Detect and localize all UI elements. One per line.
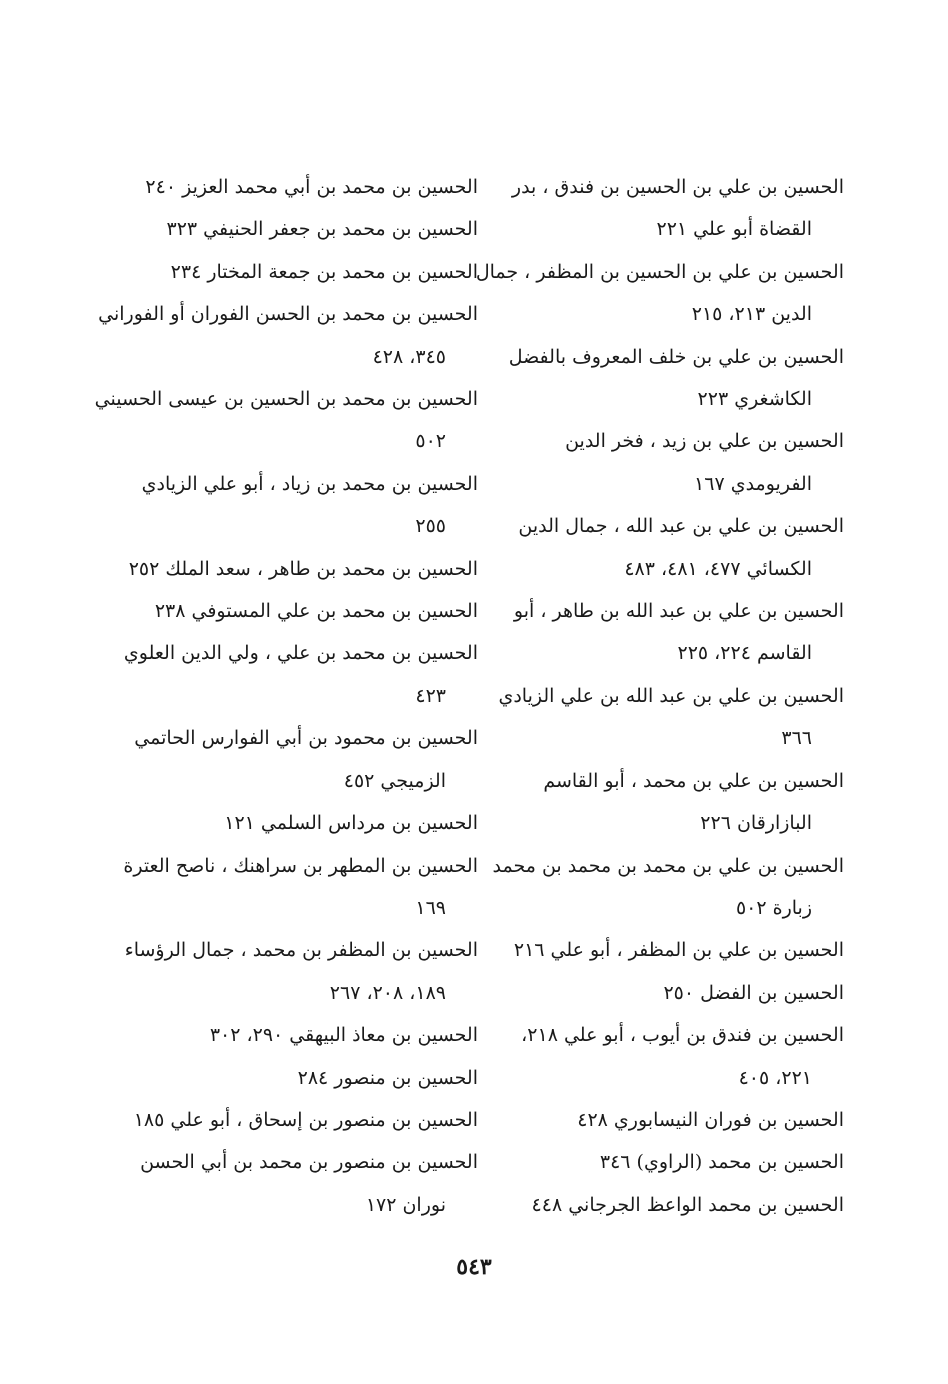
- entry-heading-line: الحسين بن فوران النيسابوري ٤٢٨: [577, 1108, 844, 1131]
- index-column-right: [475, 166, 844, 1226]
- index-entry: [492, 845, 844, 930]
- index-entry: [492, 675, 844, 760]
- entry-continuation-line: زبارة ٥٠٢: [735, 896, 812, 919]
- index-entry: [128, 590, 478, 632]
- entry-heading-line: الحسين بن محمد بن طاهر ، سعد الملك ٢٥٢: [128, 557, 478, 580]
- entry-heading-line: الحسين بن علي بن محمد ، أبو القاسم: [543, 769, 844, 792]
- entry-heading-line: الحسين بن محمد الواعظ الجرجاني ٤٤٨: [531, 1193, 844, 1216]
- entry-heading-line: الحسين بن المطهر بن سراهنك ، ناصح العترة: [123, 854, 478, 877]
- index-entry: [128, 1014, 478, 1056]
- entry-heading-line: الحسين بن علي بن الحسين بن المظفر ، جمال: [475, 260, 844, 283]
- entry-continuation-line: الفريومدي ١٦٧: [694, 472, 812, 495]
- entry-continuation-line: ١٨٩، ٢٠٨، ٢٦٧: [329, 981, 446, 1004]
- entry-continuation-line: ٥٠٢: [415, 430, 446, 453]
- index-entry: [128, 251, 478, 293]
- entry-heading-line: الحسين بن محمد بن جعفر الحنيفي ٣٢٣: [166, 218, 478, 241]
- index-entry: [123, 845, 478, 930]
- entry-heading-line: الحسين بن مرداس السلمي ١٢١: [224, 812, 478, 835]
- index-entry: [492, 1099, 844, 1141]
- index-entry: [98, 293, 478, 378]
- index-entry: [492, 590, 844, 675]
- index-entry: [492, 972, 844, 1014]
- entry-heading-line: الحسين بن محمد بن أبي محمد العزيز ٢٤٠: [145, 176, 478, 198]
- entry-heading-line: الحسين بن محمد بن زياد ، أبو علي الزيادي: [141, 472, 478, 495]
- entry-heading-line: الحسين بن محمد بن الحسين بن عيسى الحسيني: [94, 388, 478, 411]
- entry-heading-line: الحسين بن فندق بن أيوب ، أبو علي ٢١٨،: [521, 1024, 844, 1047]
- entry-heading-line: الحسين بن محمود بن أبي الفوارس الحاتمي: [134, 727, 478, 750]
- entry-heading-line: الحسين بن محمد بن جمعة المختار ٢٣٤: [170, 260, 478, 283]
- entry-continuation-line: ٣٦٦: [781, 727, 812, 750]
- index-entry: [492, 929, 844, 971]
- index-entry: [492, 166, 844, 251]
- entry-continuation-line: ٢٥٥: [415, 515, 446, 538]
- index-column-left: [94, 166, 478, 1226]
- entry-continuation-line: ٣٤٥، ٤٢٨: [372, 345, 446, 368]
- index-entry: [492, 420, 844, 505]
- entry-heading-line: الحسين بن محمد بن علي المستوفي ٢٣٨: [154, 600, 478, 623]
- entry-continuation-line: الزميجي ٤٥٢: [343, 769, 446, 792]
- entry-heading-line: الحسين بن علي بن محمد بن محمد بن محمد: [492, 854, 844, 877]
- entry-heading-line: الحسين بن منصور بن محمد بن أبي الحسن: [140, 1151, 478, 1174]
- entry-heading-line: الحسين بن محمد (الراوي) ٣٤٦: [599, 1151, 844, 1174]
- index-entry: [128, 548, 478, 590]
- index-entry: [128, 1141, 478, 1226]
- entry-heading-line: الحسين بن علي بن عبد الله ، جمال الدين: [518, 515, 844, 538]
- entry-heading-line: الحسين بن منصور ٢٨٤: [297, 1066, 478, 1089]
- entry-heading-line: الحسين بن علي بن المظفر ، أبو علي ٢١٦: [513, 939, 844, 962]
- index-entry: [94, 378, 478, 463]
- index-entry: [492, 336, 844, 421]
- index-entry: [128, 1099, 478, 1141]
- entry-heading-line: الحسين بن الفضل ٢٥٠: [663, 981, 844, 1004]
- index-entry: [492, 505, 844, 590]
- index-entry: [128, 166, 478, 208]
- entry-continuation-line: البازارقان ٢٢٦: [700, 812, 812, 835]
- entry-heading-line: الحسين بن علي بن زيد ، فخر الدين: [565, 430, 844, 453]
- entry-heading-line: الحسين بن علي بن عبد الله بن علي الزيادي: [498, 684, 844, 707]
- index-entry: [492, 760, 844, 845]
- entry-continuation-line: الكاشغري ٢٢٣: [697, 388, 812, 411]
- index-entry: [475, 251, 844, 336]
- index-entry: [123, 632, 478, 717]
- index-entry: [492, 1184, 844, 1226]
- index-entry: [128, 802, 478, 844]
- entry-heading-line: الحسين بن محمد بن الحسن الفوران أو الفوراني: [98, 303, 478, 326]
- index-entry: [128, 463, 478, 548]
- index-entry: [492, 1014, 844, 1099]
- entry-continuation-line: القاسم ٢٢٤، ٢٢٥: [677, 642, 812, 665]
- index-entry: [128, 208, 478, 250]
- entry-heading-line: الحسين بن محمد بن علي ، ولي الدين العلوي: [123, 642, 478, 665]
- entry-continuation-line: نوران ١٧٢: [365, 1193, 446, 1216]
- entry-heading-line: الحسين بن منصور بن إسحاق ، أبو علي ١٨٥: [133, 1108, 478, 1131]
- entry-continuation-line: الكسائي ٤٧٧، ٤٨١، ٤٨٣: [624, 557, 812, 580]
- page-number: ٥٤٣: [456, 1254, 492, 1280]
- entry-continuation-line: ٢٢١، ٤٠٥: [738, 1066, 812, 1089]
- index-entry: [128, 717, 478, 802]
- entry-continuation-line: القضاة أبو علي ٢٢١: [656, 218, 812, 241]
- index-entry: [492, 1141, 844, 1183]
- index-entry: [124, 929, 478, 1014]
- entry-continuation-line: ٤٢٣: [415, 684, 446, 707]
- entry-heading-line: الحسين بن معاذ البيهقي ٢٩٠، ٣٠٢: [209, 1024, 478, 1047]
- entry-continuation-line: ١٦٩: [415, 896, 446, 919]
- index-entry: [128, 1057, 478, 1099]
- entry-heading-line: الحسين بن علي بن خلف المعروف بالفضل: [508, 345, 844, 368]
- entry-continuation-line: الدين ٢١٣، ٢١٥: [691, 303, 812, 326]
- entry-heading-line: الحسين بن علي بن عبد الله بن طاهر ، أبو: [513, 600, 844, 623]
- entry-heading-line: الحسين بن المظفر بن محمد ، جمال الرؤساء: [124, 939, 478, 962]
- entry-heading-line: الحسين بن علي بن الحسين بن فندق ، بدر: [511, 176, 844, 198]
